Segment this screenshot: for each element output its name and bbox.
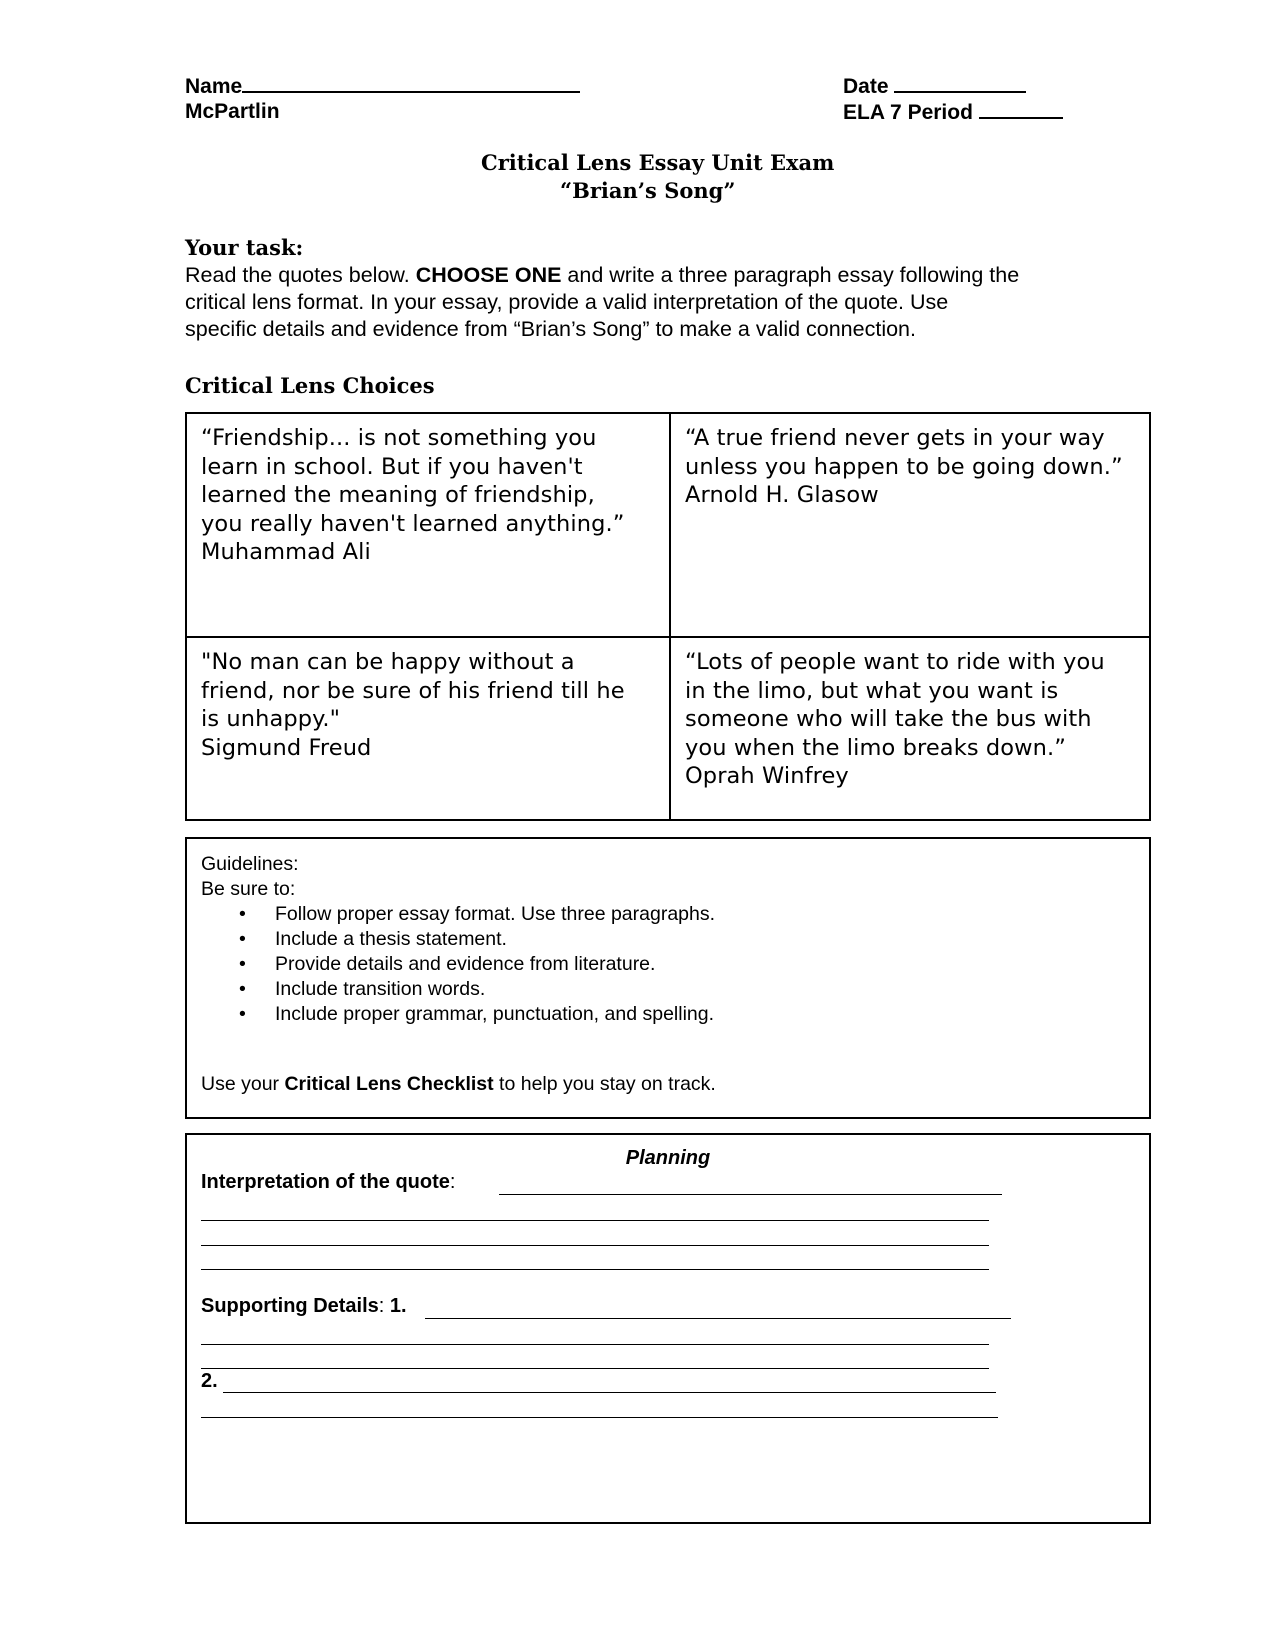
quote-cell-4[interactable]: [671, 638, 1149, 819]
period-blank[interactable]: [979, 99, 1063, 119]
guidelines-list: [201, 902, 1135, 1027]
guidelines-intro: Be sure to:: [201, 878, 296, 900]
quote-cell-1[interactable]: [187, 414, 669, 636]
task-line-2: critical lens format. In your essay, provide a valid interpretation of the quote. Use: [185, 290, 949, 314]
quote-author: Oprah Winfrey: [685, 763, 849, 789]
quote-author: Sigmund Freud: [201, 734, 372, 761]
supporting-detail-2-line[interactable]: [223, 1392, 996, 1393]
name-label: Name: [185, 75, 243, 98]
quote-author: Muhammad Ali: [201, 539, 371, 565]
interpretation-line[interactable]: [201, 1269, 989, 1270]
name-blank[interactable]: [242, 73, 580, 93]
quote-author: Arnold H. Glasow: [685, 482, 879, 508]
quote-text: “Friendship... is not something you learn in school. But if you haven't learned the meaning of friendship, you really haven't learned anything.”: [201, 425, 625, 537]
date-blank[interactable]: [894, 73, 1026, 93]
supporting-detail-1-line[interactable]: [201, 1344, 989, 1345]
task-heading: Your task:: [185, 235, 304, 260]
quote-cell-2[interactable]: [671, 414, 1149, 636]
task-instructions: [185, 262, 1019, 343]
guidelines-box: [185, 837, 1151, 1119]
planning-box: [185, 1133, 1151, 1524]
supporting-detail-1-line[interactable]: [201, 1368, 989, 1369]
planning-heading: Planning: [625, 1147, 711, 1169]
supporting-details-label: Supporting Details: 1.: [201, 1295, 407, 1317]
choices-heading: Critical Lens Choices: [185, 373, 435, 398]
guidelines-heading: Guidelines:: [201, 853, 299, 875]
list-item: • Follow proper essay format. Use three paragraphs.: [239, 903, 716, 925]
period-field[interactable]: [843, 99, 1063, 126]
quote-choices-table: [185, 412, 1151, 821]
list-item: • Include proper grammar, punctuation, and spelling.: [239, 1003, 715, 1025]
exam-subtitle: “Brian’s Song”: [560, 178, 736, 203]
quote-text: “Lots of people want to ride with you in the limo, but what you want is someone who will take the bus with you when the limo breaks down.”: [685, 649, 1105, 761]
list-item: • Include transition words.: [239, 978, 486, 1000]
task-line-3: specific details and evidence from “Brian’s Song” to make a valid connection.: [185, 317, 916, 341]
guidelines-footer: Use your Critical Lens Checklist to help you stay on track.: [201, 1073, 716, 1095]
exam-title: Critical Lens Essay Unit Exam: [481, 150, 835, 175]
quote-text: "No man can be happy without a friend, nor be sure of his friend till he is unhappy.": [201, 649, 625, 732]
supporting-detail-1-line[interactable]: [425, 1318, 1011, 1319]
quote-cell-3[interactable]: [187, 638, 669, 819]
period-label: ELA 7 Period: [843, 101, 973, 124]
interpretation-line[interactable]: [201, 1245, 989, 1246]
list-item: • Include a thesis statement.: [239, 928, 507, 950]
quote-text: “A true friend never gets in your way unless you happen to be going down.”: [685, 425, 1123, 480]
teacher-name: McPartlin: [185, 100, 280, 123]
task-line-1: Read the quotes below. CHOOSE ONE and write a three paragraph essay following the: [185, 263, 1020, 287]
list-item: • Provide details and evidence from literature.: [239, 953, 656, 975]
date-field[interactable]: [843, 73, 1026, 100]
supporting-detail-2-line[interactable]: [201, 1417, 998, 1418]
date-label: Date: [843, 75, 889, 98]
interpretation-line[interactable]: [201, 1220, 989, 1221]
interpretation-line[interactable]: [499, 1194, 1002, 1195]
interpretation-label: Interpretation of the quote:: [201, 1171, 456, 1193]
name-field[interactable]: [185, 73, 580, 100]
supporting-detail-2-label: 2.: [201, 1370, 218, 1392]
